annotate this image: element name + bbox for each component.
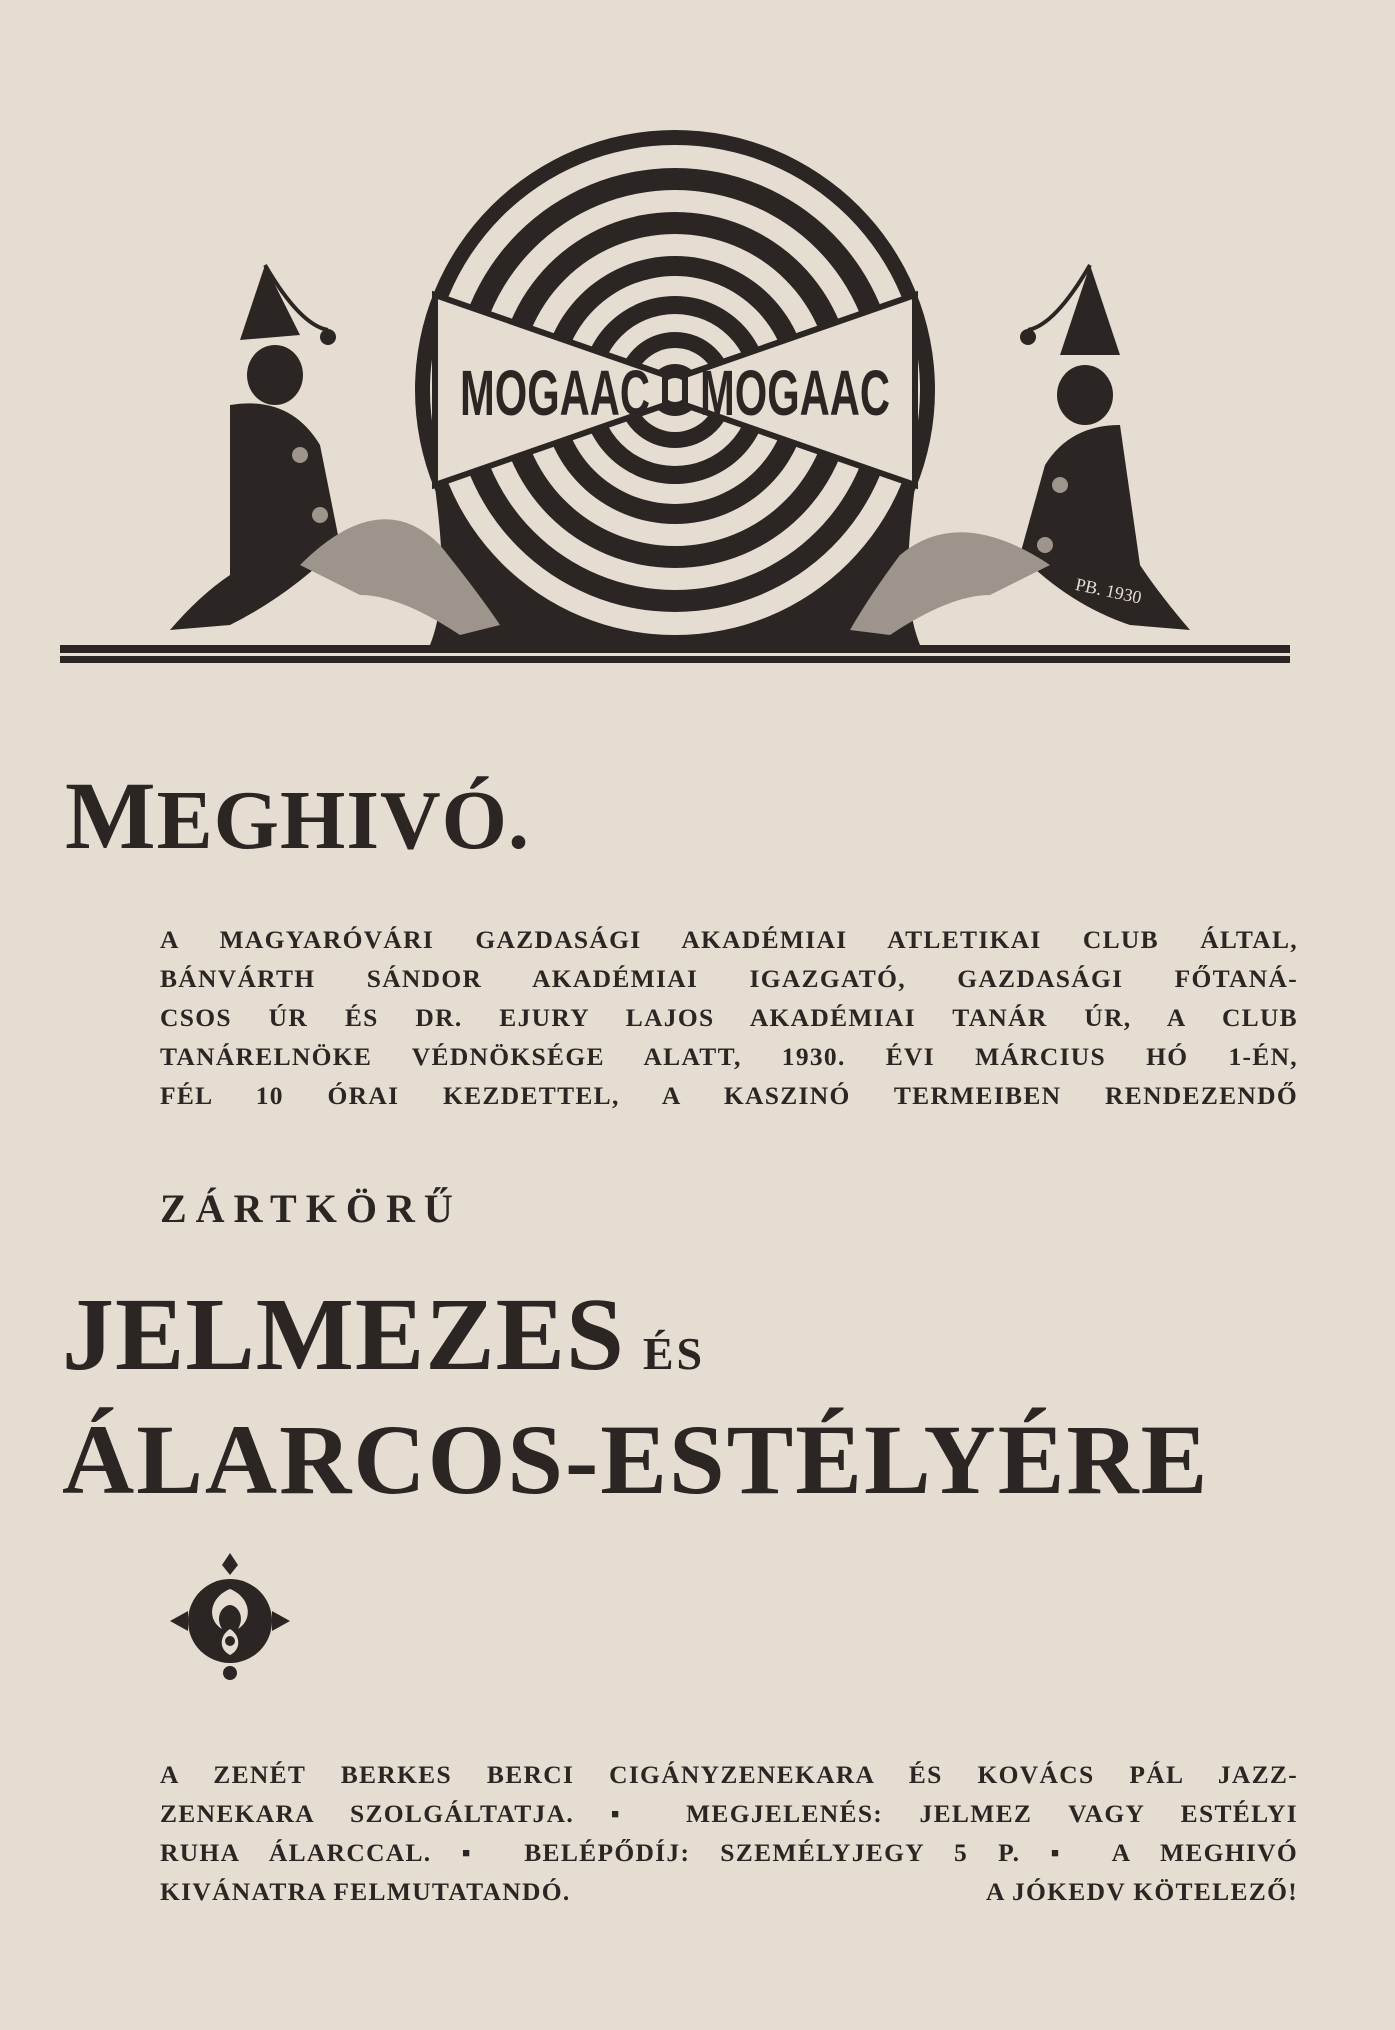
footer-last-left: KIVÁNATRA FELMUTATANDÓ. (160, 1877, 571, 1906)
title-initial: M (65, 762, 157, 869)
footer-line: ZENEKARA SZOLGÁLTATJA. ▪ MEGJELENÉS: JELMEZ VAGY ESTÉLYI (160, 1799, 1298, 1828)
header-illustration (60, 125, 1290, 685)
invitation-body (160, 920, 1298, 1115)
body-line: TANÁRELNÖKE VÉDNÖKSÉGE ALATT, 1930. ÉVI MÁRCIUS HÓ 1-ÉN, (160, 1042, 1298, 1071)
invitation-footer (160, 1755, 1298, 1911)
footer-last-line (160, 1872, 1298, 1911)
footer-last-right: A JÓKEDV KÖTELEZŐ! (986, 1877, 1298, 1906)
body-line: BÁNVÁRTH SÁNDOR AKADÉMIAI IGAZGATÓ, GAZDASÁGI FŐTANÁ- (160, 964, 1298, 993)
event-title-and: ÉS (642, 1328, 706, 1379)
body-line: FÉL 10 ÓRAI KEZDETTEL, A KASZINÓ TERMEIBEN RENDEZENDŐ (160, 1081, 1298, 1110)
body-line: A MAGYARÓVÁRI GAZDASÁGI AKADÉMIAI ATLETIKAI CLUB ÁLTAL, (160, 925, 1298, 954)
sign-text-right: MOGAAC (700, 357, 890, 429)
event-title-line-2: ÁLARCOS-ESTÉLYÉRE (62, 1404, 1210, 1515)
footer-line: A ZENÉT BERKES BERCI CIGÁNYZENEKARA ÉS KOVÁCS PÁL JAZZ- (160, 1760, 1298, 1789)
title-rest: EGHIVÓ. (156, 774, 531, 867)
body-line: CSOS ÚR ÉS DR. EJURY LAJOS AKADÉMIAI TANÁR ÚR, A CLUB (160, 1003, 1298, 1032)
event-title-line-1 (62, 1275, 705, 1414)
sign-text-left: MOGAAC (460, 357, 650, 429)
footer-line: RUHA ÁLARCCAL. ▪ BELÉPŐDÍJ: SZEMÉLYJEGY 5 P. ▪ A MEGHIVÓ (160, 1838, 1298, 1867)
event-title-main: JELMEZES (62, 1277, 625, 1392)
closed-event-label: ZÁRTKÖRŰ (160, 1186, 462, 1231)
page-title (65, 760, 530, 871)
artist-signature: PB. 1930 (1073, 574, 1144, 608)
ornament-icon (160, 1545, 300, 1685)
